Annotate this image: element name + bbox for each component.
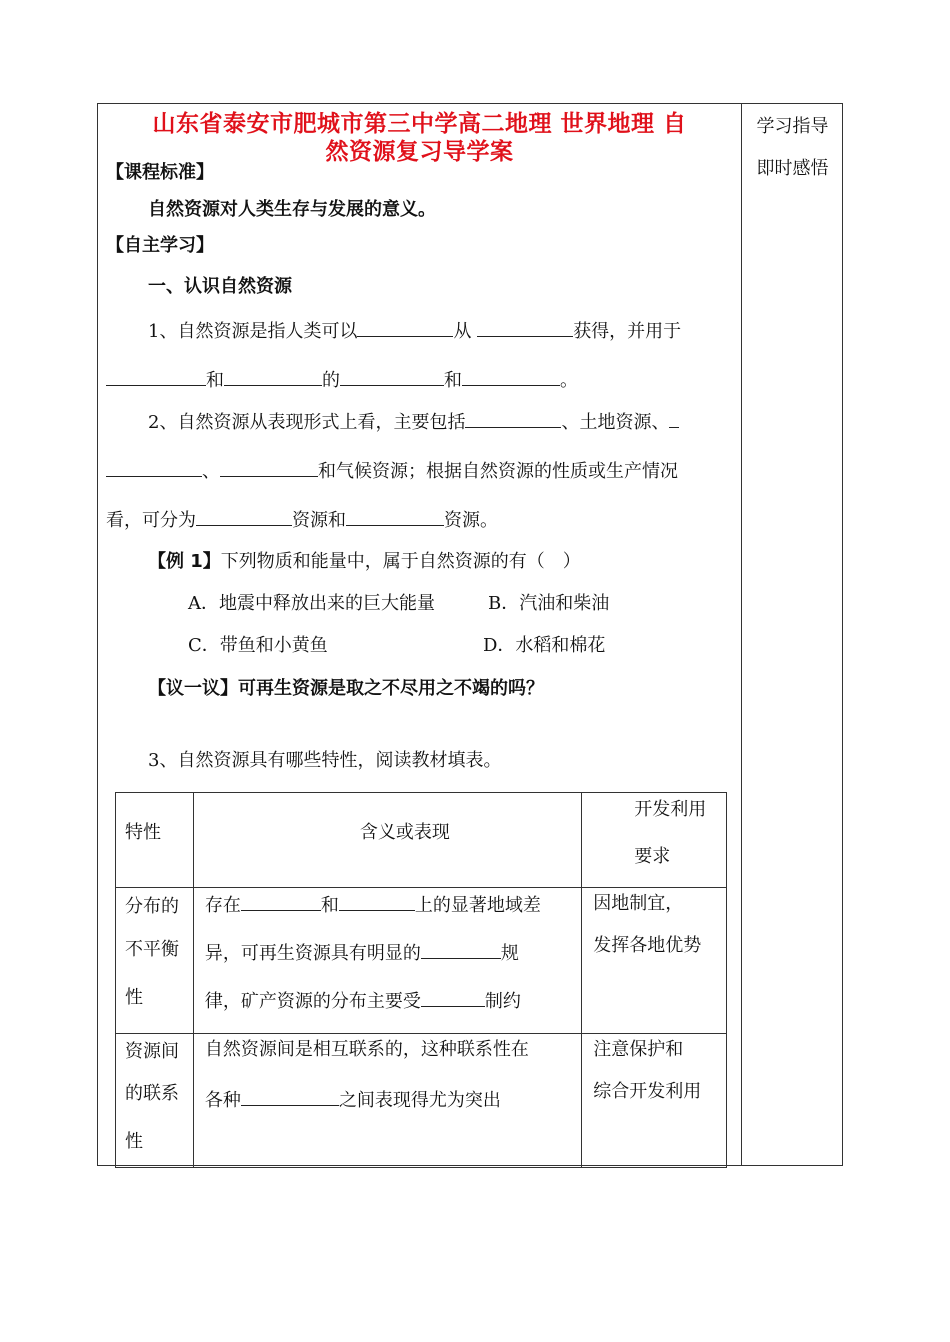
blank[interactable] — [477, 318, 573, 337]
blank[interactable] — [421, 988, 485, 1007]
table-header-row — [116, 793, 727, 888]
blank[interactable] — [196, 507, 292, 526]
blank[interactable] — [462, 367, 560, 386]
row-name-cell: 分布的 不平衡 性 — [116, 888, 194, 1034]
blank[interactable] — [106, 367, 206, 386]
option-c: C．带鱼和小黄鱼 — [188, 635, 328, 656]
option-b: B．汽油和柴油 — [488, 593, 610, 614]
header-cell: 特性 — [116, 793, 194, 888]
column-divider — [741, 104, 742, 1165]
blank[interactable] — [339, 892, 415, 911]
blank[interactable] — [241, 1087, 339, 1106]
title-line-1: 山东省泰安市肥城市第三中学高二地理 世界地理 自 — [152, 110, 687, 137]
row-req-cell: 因地制宜， 发挥各地优势 — [582, 888, 727, 1034]
table-row — [116, 888, 727, 1034]
header-cell: 含义或表现 — [193, 793, 581, 888]
blank[interactable] — [465, 409, 561, 428]
table-row — [116, 1034, 727, 1168]
blank[interactable] — [220, 458, 318, 477]
option-d: D．水稻和棉花 — [483, 635, 606, 656]
worksheet-frame — [97, 103, 843, 1166]
side-column — [742, 104, 843, 190]
q3: 3、自然资源具有哪些特性，阅读教材填表。 — [148, 750, 502, 771]
section-1-heading: 一、认识自然资源 — [148, 276, 292, 297]
page-title — [98, 110, 741, 166]
option-a: A．地震中释放出来的巨大能量 — [188, 593, 435, 614]
example-1: 【例 1】下列物质和能量中，属于自然资源的有（ ） — [148, 551, 581, 572]
q2-line-2: 、 和气候资源；根据自然资源的性质或生产情况 — [106, 458, 678, 484]
blank[interactable] — [346, 507, 444, 526]
blank[interactable] — [340, 367, 444, 386]
side-guide: 学习指导 — [756, 116, 829, 137]
blank[interactable] — [421, 940, 501, 959]
discuss: 【议一议】可再生资源是取之不尽用之不竭的吗？ — [148, 678, 544, 699]
self-study-heading: 【自主学习】 — [106, 235, 214, 256]
blank[interactable] — [224, 367, 322, 386]
q2-line-1: 2、自然资源从表现形式上看，主要包括 、土地资源、 — [148, 409, 679, 435]
standard-heading: 【课程标准】 — [106, 162, 214, 183]
title-line-2: 然资源复习导学案 — [325, 138, 514, 165]
blank[interactable] — [357, 318, 453, 337]
blank[interactable] — [241, 892, 321, 911]
row-desc-cell: 存在 和 上的显著地域差 异，可再生资源具有明显的 规 律，矿产资源的分布主要受 制约 — [193, 888, 581, 1034]
row-req-cell: 注意保护和 综合开发利用 — [582, 1034, 727, 1168]
blank[interactable] — [106, 458, 202, 477]
q2-line-3: 看，可分为 资源和 资源。 — [106, 507, 498, 533]
side-reflect: 即时感悟 — [756, 158, 829, 179]
row-name-cell: 资源间 的联系 性 — [116, 1034, 194, 1168]
q1-line-2: 和 的 和 。 — [106, 367, 578, 393]
standard-text: 自然资源对人类生存与发展的意义。 — [148, 199, 436, 220]
header-cell: 开发利用 要求 — [582, 793, 727, 888]
blank[interactable] — [669, 409, 679, 428]
resource-characteristics-table — [115, 792, 727, 1168]
q1-line-1: 1、自然资源是指人类可以 从 获得，并用于 — [148, 318, 681, 344]
row-desc-cell: 自然资源间是相互联系的，这种联系性在 各种 之间表现得尤为突出 — [193, 1034, 581, 1168]
